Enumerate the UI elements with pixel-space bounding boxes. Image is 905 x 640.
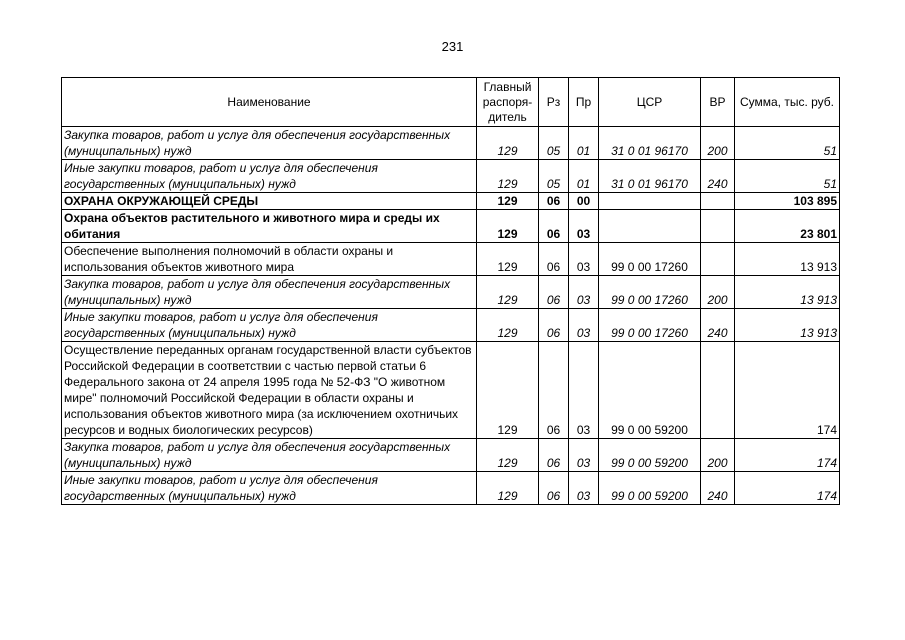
cell-csr [599,193,701,210]
cell-name: Иные закупки товаров, работ и услуг для обеспечения государственных (муниципальных) нужд [62,309,477,342]
page-number: 231 [441,39,464,54]
cell-name: Закупка товаров, работ и услуг для обеспечения государственных (муниципальных) нужд [62,439,477,472]
cell-summa: 13 913 [735,276,840,309]
cell-rz: 06 [539,243,569,276]
cell-pr: 03 [569,439,599,472]
cell-csr [599,210,701,243]
cell-name: Закупка товаров, работ и услуг для обеспечения государственных (муниципальных) нужд [62,276,477,309]
table-row [62,160,840,193]
header-glavniy: Главный распоря-дитель [477,78,539,127]
cell-pr: 03 [569,210,599,243]
header-vr: ВР [701,78,735,127]
cell-csr: 99 0 00 59200 [599,342,701,439]
cell-summa: 51 [735,127,840,160]
cell-pr: 01 [569,127,599,160]
table-row [62,210,840,243]
header-pr: Пр [569,78,599,127]
cell-vr [701,210,735,243]
cell-summa: 174 [735,472,840,505]
header-summa: Сумма, тыс. руб. [735,78,840,127]
cell-vr: 240 [701,160,735,193]
table-row [62,309,840,342]
cell-csr: 99 0 00 17260 [599,276,701,309]
cell-summa: 103 895 [735,193,840,210]
cell-vr: 240 [701,472,735,505]
cell-rz: 06 [539,193,569,210]
table-row [62,472,840,505]
cell-summa: 174 [735,342,840,439]
cell-rz: 06 [539,276,569,309]
cell-rz: 06 [539,472,569,505]
cell-glavniy: 129 [477,243,539,276]
cell-name: ОХРАНА ОКРУЖАЮЩЕЙ СРЕДЫ [62,193,477,210]
cell-summa: 174 [735,439,840,472]
table-row [62,193,840,210]
cell-name: Осуществление переданных органам государственной власти субъектов Российской Федерации в соответствии с частью первой статьи 6 Федерального закона от 24 апреля 1995 года № 52-ФЗ "О животном мире" полномочий Российской Федерации в области охраны и использования объектов животного мира (за исключением охотничьих ресурсов и водных биологических ресурсов) [62,342,477,439]
table-row [62,127,840,160]
header-rz: Рз [539,78,569,127]
header-csr: ЦСР [599,78,701,127]
cell-summa: 13 913 [735,243,840,276]
table-row [62,342,840,439]
cell-glavniy: 129 [477,127,539,160]
cell-summa: 51 [735,160,840,193]
cell-rz: 05 [539,160,569,193]
cell-csr: 99 0 00 17260 [599,243,701,276]
cell-pr: 03 [569,309,599,342]
table-row [62,439,840,472]
cell-glavniy: 129 [477,160,539,193]
cell-csr: 99 0 00 17260 [599,309,701,342]
cell-pr: 03 [569,276,599,309]
cell-pr: 00 [569,193,599,210]
cell-pr: 01 [569,160,599,193]
cell-vr [701,243,735,276]
cell-glavniy: 129 [477,193,539,210]
cell-rz: 05 [539,127,569,160]
cell-rz: 06 [539,210,569,243]
cell-csr: 99 0 00 59200 [599,472,701,505]
table-row [62,276,840,309]
cell-pr: 03 [569,472,599,505]
cell-glavniy: 129 [477,342,539,439]
cell-summa: 23 801 [735,210,840,243]
cell-glavniy: 129 [477,309,539,342]
cell-vr: 200 [701,127,735,160]
cell-glavniy: 129 [477,472,539,505]
cell-csr: 31 0 01 96170 [599,127,701,160]
cell-summa: 13 913 [735,309,840,342]
cell-vr [701,342,735,439]
cell-pr: 03 [569,243,599,276]
header-name: Наименование [62,78,477,127]
cell-rz: 06 [539,309,569,342]
cell-name: Закупка товаров, работ и услуг для обеспечения государственных (муниципальных) нужд [62,127,477,160]
cell-name: Иные закупки товаров, работ и услуг для обеспечения государственных (муниципальных) нужд [62,160,477,193]
cell-glavniy: 129 [477,210,539,243]
cell-vr [701,193,735,210]
cell-name: Иные закупки товаров, работ и услуг для обеспечения государственных (муниципальных) нужд [62,472,477,505]
cell-csr: 31 0 01 96170 [599,160,701,193]
cell-rz: 06 [539,439,569,472]
cell-name: Охрана объектов растительного и животного мира и среды их обитания [62,210,477,243]
table-row [62,243,840,276]
cell-glavniy: 129 [477,276,539,309]
cell-vr: 200 [701,439,735,472]
budget-table [61,77,840,505]
cell-rz: 06 [539,342,569,439]
cell-pr: 03 [569,342,599,439]
header-row [62,78,840,127]
cell-vr: 200 [701,276,735,309]
cell-csr: 99 0 00 59200 [599,439,701,472]
cell-glavniy: 129 [477,439,539,472]
cell-name: Обеспечение выполнения полномочий в области охраны и использования объектов животного мира [62,243,477,276]
cell-vr: 240 [701,309,735,342]
